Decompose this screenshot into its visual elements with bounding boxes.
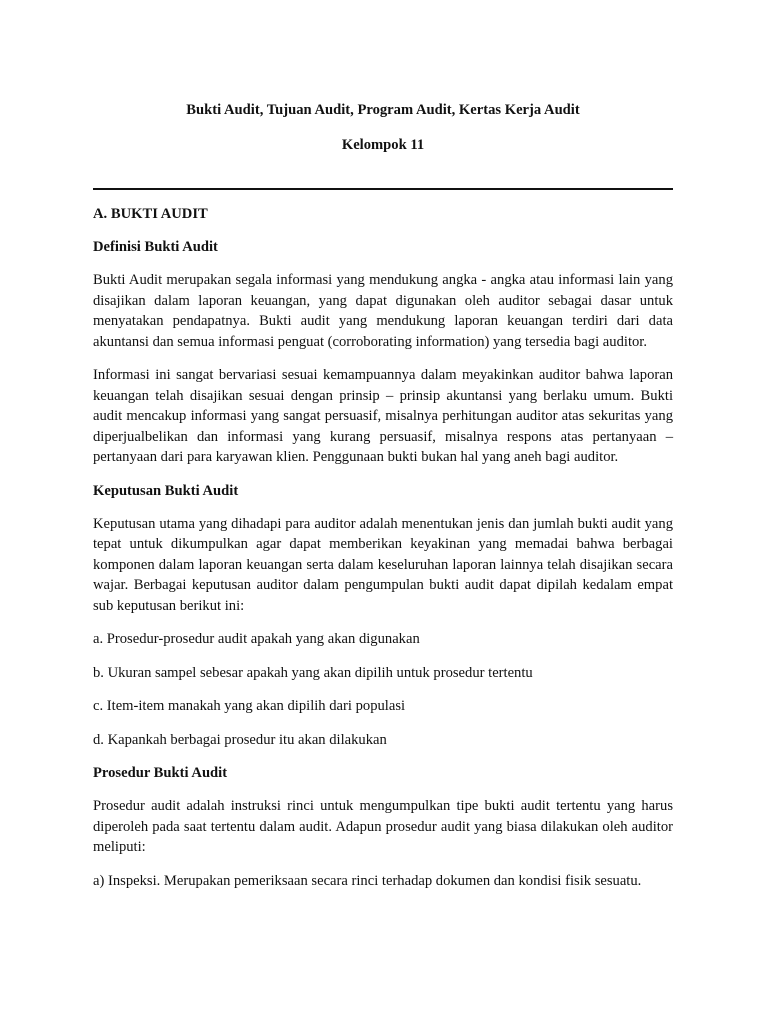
keputusan-heading: Keputusan Bukti Audit <box>93 482 239 499</box>
document-subtitle: Kelompok 11 <box>341 137 425 153</box>
keputusan-item-c: c. Item-item manakah yang akan dipilih dari populasi <box>93 698 406 714</box>
document-body <box>93 204 673 904</box>
keputusan-item-d: d. Kapankah berbagai prosedur itu akan dilakukan <box>93 731 387 748</box>
keputusan-item-a: a. Prosedur-prosedur audit apakah yang akan digunakan <box>93 631 420 647</box>
definisi-paragraph-2: Informasi ini sangat bervariasi sesuai kemampuannya dalam meyakinkan auditor bahwa laporan keuangan telah disajikan sesuai dengan prinsip – prinsip akuntansi yang berlaku umum. Bukti audit mencakup informasi yang sangat persuasif, misalnya perhitungan auditor atas sekuritas yang diperjualbelikan dan informasi yang kurang persuasif, misalnya respons atas pertanyaan – pertanyaan dari para karyawan klien. Penggunaan bukti bukan hal yang aneh bagi auditor. <box>93 367 673 465</box>
keputusan-intro: Keputusan utama yang dihadapi para auditor adalah menentukan jenis dan jumlah bukti audit yang tepat untuk dikumpulkan agar dapat memberikan keyakinan yang memadai bahwa berbagai komponen dalam laporan keuangan serta dalam keseluruhan laporan lainnya telah disajikan secara wajar. Berbagai keputusan auditor dalam pengumpulan bukti audit dapat dipilah kedalam empat sub keputusan berikut ini: <box>93 515 673 614</box>
document-title: Bukti Audit, Tujuan Audit, Program Audit, Kertas Kerja Audit <box>186 102 580 118</box>
prosedur-intro: Prosedur audit adalah instruksi rinci untuk mengumpulkan tipe bukti audit tertentu yang harus diperoleh pada saat tertentu dalam audit. Adapun prosedur audit yang biasa dilakukan oleh auditor meliputi: <box>93 798 673 855</box>
definisi-heading: Definisi Bukti Audit <box>93 239 218 255</box>
definisi-paragraph-1: Bukti Audit merupakan segala informasi yang mendukung angka - angka atau informasi lain yang disajikan dalam laporan keuangan, yang dapat digunakan oleh auditor sebagai dasar untuk menyatakan pendapatnya. Bukti audit yang mendukung laporan keuangan terdiri dari data akuntansi dan semua informasi penguat (corroborating information) yang tersedia bagi auditor. <box>93 272 673 350</box>
prosedur-item-a: a) Inspeksi. Merupakan pemeriksaan secara rinci terhadap dokumen dan kondisi fisik sesuatu. <box>93 872 642 889</box>
keputusan-item-b: b. Ukuran sampel sebesar apakah yang akan dipilih untuk prosedur tertentu <box>93 664 533 681</box>
horizontal-divider <box>93 188 673 190</box>
prosedur-heading: Prosedur Bukti Audit <box>93 765 228 781</box>
section-a-heading: A. BUKTI AUDIT <box>93 206 208 222</box>
